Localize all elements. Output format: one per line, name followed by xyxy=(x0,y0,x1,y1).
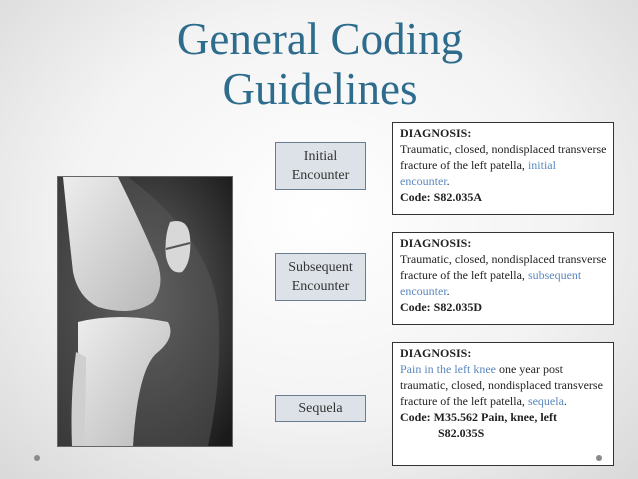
highlight-text: initial encounter xyxy=(400,158,556,188)
title-line-2: Guidelines xyxy=(222,64,418,114)
subsequent-encounter-label: Subsequent Encounter xyxy=(288,260,353,294)
subsequent-encounter-box xyxy=(275,253,366,301)
diagnosis-code-continued: S82.035S xyxy=(438,426,485,440)
diagnosis-text: Traumatic, closed, nondisplaced transverse fracture of the left patella, initial encounter. xyxy=(400,142,607,188)
diagnosis-text: Traumatic, closed, nondisplaced transverse fracture of the left patella, subsequent encounter. xyxy=(400,252,607,298)
sequela-label: Sequela xyxy=(298,401,343,416)
diagnosis-heading: DIAGNOSIS: xyxy=(400,236,472,250)
highlight-text: subsequent encounter xyxy=(400,268,582,298)
diagnosis-subsequent-box xyxy=(392,232,614,325)
decorative-dot xyxy=(596,455,602,461)
highlight-text: sequela xyxy=(527,394,564,408)
title-line-1: General Coding xyxy=(176,14,464,64)
decorative-dot xyxy=(34,455,40,461)
initial-encounter-label: Initial Encounter xyxy=(291,149,350,183)
initial-encounter-box xyxy=(275,142,366,190)
diagnosis-heading: DIAGNOSIS: xyxy=(400,126,472,140)
highlight-text: Pain in the left knee xyxy=(400,362,496,376)
diagnosis-text: Pain in the left knee one year post traumatic, closed, nondisplaced transverse fracture of the left patella, sequela. xyxy=(400,362,603,408)
slide-title xyxy=(130,14,510,114)
diagnosis-code: Code: S82.035D xyxy=(400,300,483,314)
sequela-box xyxy=(275,395,366,422)
diagnosis-sequela-box xyxy=(392,342,614,466)
diagnosis-heading: DIAGNOSIS: xyxy=(400,346,472,360)
diagnosis-initial-box xyxy=(392,122,614,215)
diagnosis-code: Code: S82.035A xyxy=(400,190,483,204)
knee-xray-image xyxy=(57,176,233,447)
diagnosis-code: Code: M35.562 Pain, knee, left xyxy=(400,410,557,424)
